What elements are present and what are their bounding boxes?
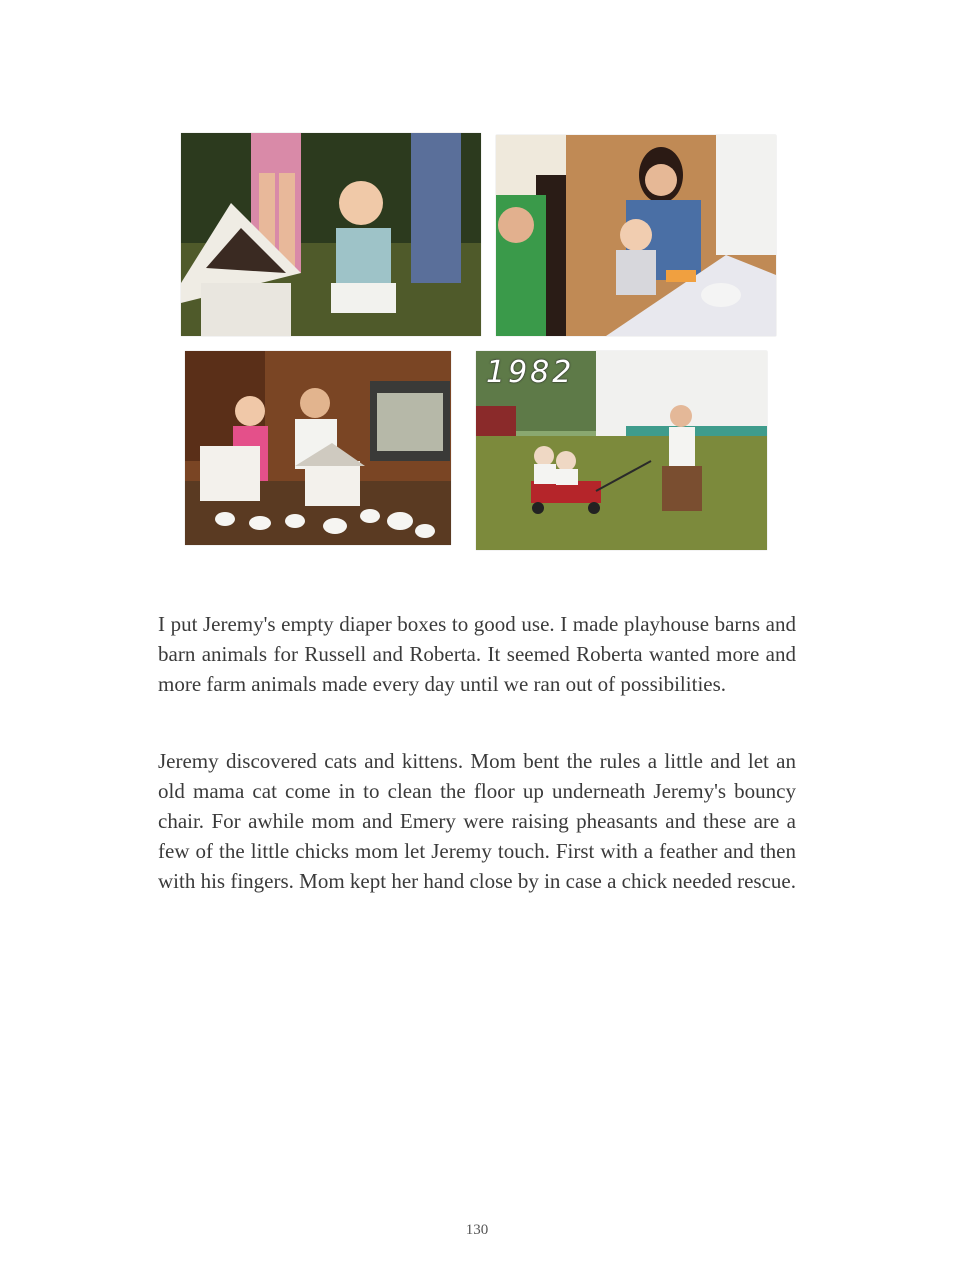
body-paragraph-2: Jeremy discovered cats and kittens. Mom bent the rules a little and let an old mama cat come in to clean the floor up underneath Jeremy's bouncy chair. For awhile mom and Emery were raising pheasants and these are a few of the little chicks mom let Jeremy touch. First with a feather and then with his fingers. Mom kept her hand close by in case a chick needed rescue. (158, 749, 796, 893)
page-number: 130 (465, 1222, 489, 1238)
photo-date-stamp: 1982 (486, 355, 575, 390)
toddler-doghouse-photo (181, 133, 481, 336)
kitchen-mother-baby-photo (496, 135, 776, 336)
kids-paper-barn-photo (185, 351, 451, 545)
body-paragraph-1: I put Jeremy's empty diaper boxes to good use. I made playhouse barns and barn animals for Russell and Roberta. It seemed Roberta wanted more and more farm animals made every day until we ran out of possibilities. (158, 612, 796, 696)
wagon-ride-photo (476, 351, 767, 550)
